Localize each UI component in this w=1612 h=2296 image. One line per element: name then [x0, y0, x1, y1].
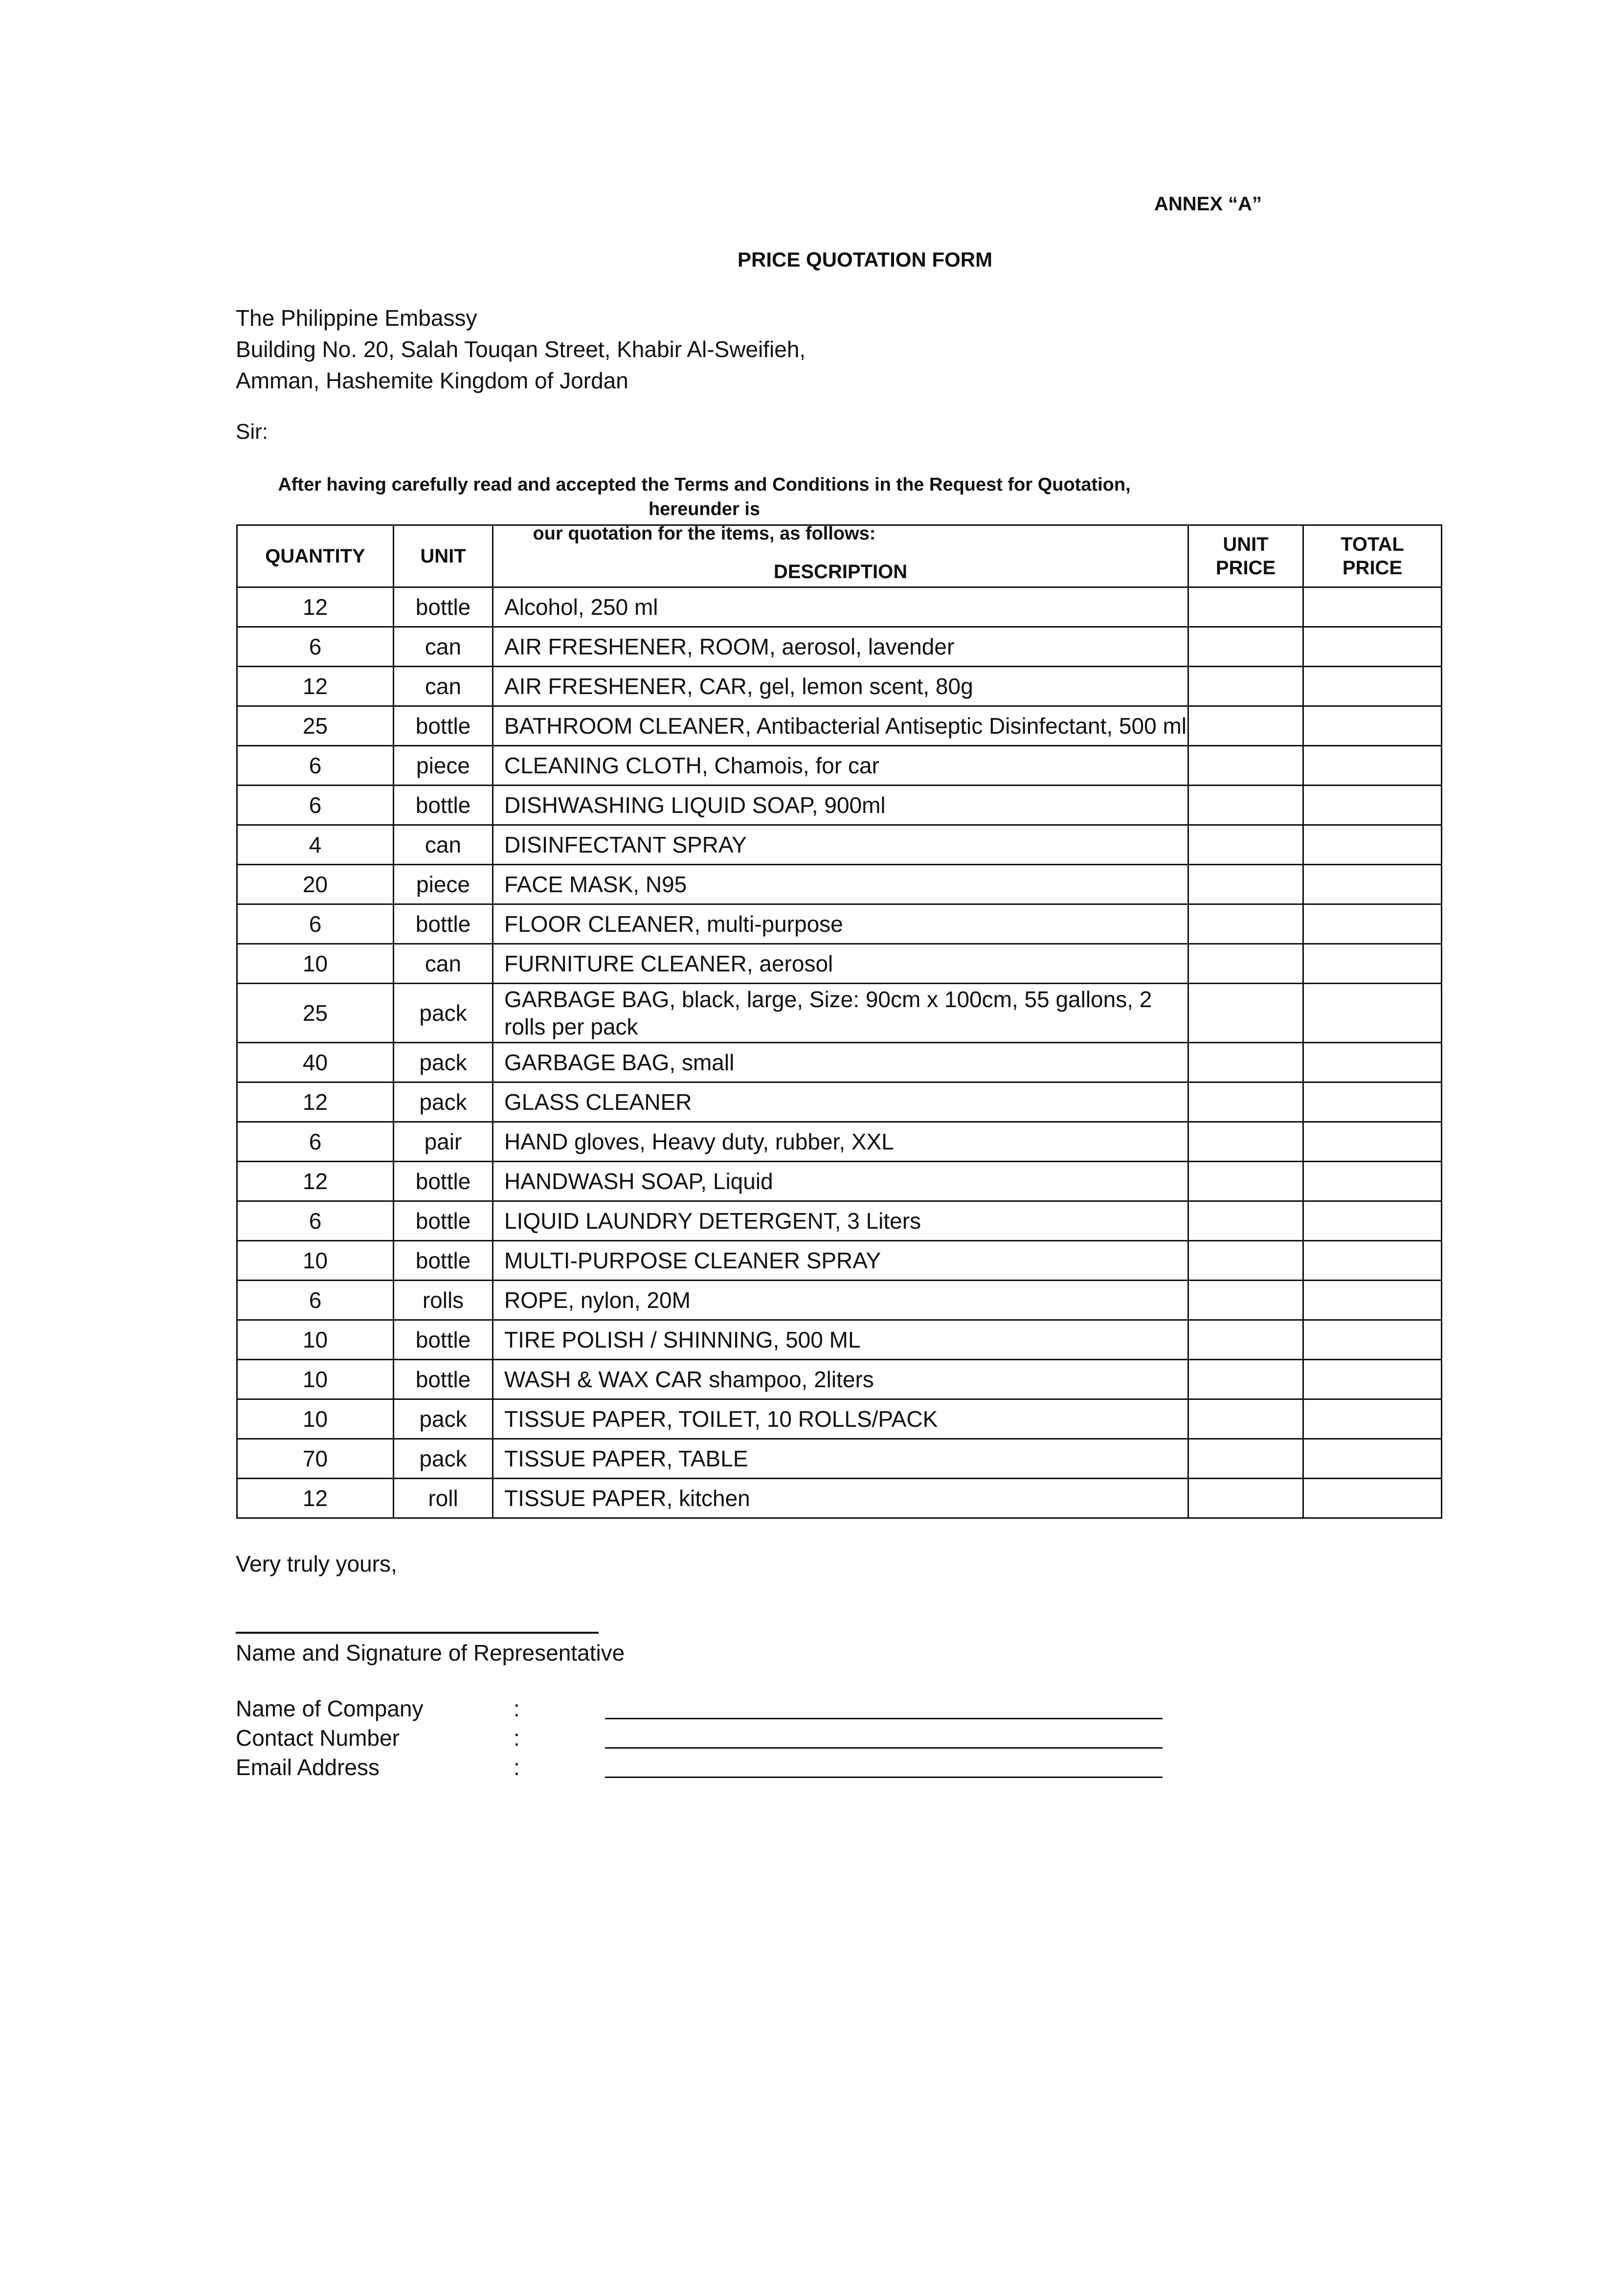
- cell-description: GARBAGE BAG, small: [493, 1043, 1188, 1082]
- header-total-price: [1303, 525, 1442, 587]
- cell-unit-price-input[interactable]: [1188, 1439, 1303, 1479]
- cell-unit-price-input[interactable]: [1188, 865, 1303, 904]
- cell-unit: pack: [394, 1082, 493, 1122]
- header-unit-price-line: UNIT: [1223, 534, 1269, 555]
- contact-fields: [236, 1695, 1175, 1783]
- cell-description: FURNITURE CLEANER, aerosol: [493, 944, 1188, 984]
- cell-quantity: 10: [237, 1241, 394, 1281]
- cell-quantity: 6: [237, 904, 394, 944]
- cell-total-price-input[interactable]: [1303, 627, 1442, 667]
- salutation: Sir:: [236, 420, 268, 444]
- cell-total-price-input[interactable]: [1303, 1399, 1442, 1439]
- cell-total-price-input[interactable]: [1303, 587, 1442, 627]
- cell-total-price-input[interactable]: [1303, 865, 1442, 904]
- table-row: [237, 1479, 1442, 1518]
- cell-description: WASH & WAX CAR shampoo, 2liters: [493, 1360, 1188, 1399]
- cell-total-price-input[interactable]: [1303, 904, 1442, 944]
- header-unit: UNIT: [394, 525, 493, 587]
- cell-unit-price-input[interactable]: [1188, 1320, 1303, 1360]
- cell-quantity: 25: [237, 706, 394, 746]
- cell-unit-price-input[interactable]: [1188, 786, 1303, 825]
- cell-unit: bottle: [394, 904, 493, 944]
- cell-total-price-input[interactable]: [1303, 1360, 1442, 1399]
- cell-quantity: 12: [237, 1162, 394, 1201]
- cell-unit: bottle: [394, 1360, 493, 1399]
- header-description: DESCRIPTION: [493, 525, 1188, 587]
- cell-unit-price-input[interactable]: [1188, 706, 1303, 746]
- cell-unit-price-input[interactable]: [1188, 667, 1303, 706]
- form-title: PRICE QUOTATION FORM: [738, 248, 993, 271]
- cell-unit: roll: [394, 1479, 493, 1518]
- cell-unit: pack: [394, 1399, 493, 1439]
- cell-total-price-input[interactable]: [1303, 984, 1442, 1043]
- intro-line: our quotation for the items, as follows:: [533, 523, 876, 544]
- cell-quantity: 6: [237, 1201, 394, 1241]
- cell-unit-price-input[interactable]: [1188, 984, 1303, 1043]
- cell-quantity: 10: [237, 1399, 394, 1439]
- cell-description: AIR FRESHENER, CAR, gel, lemon scent, 80g: [493, 667, 1188, 706]
- field-fill-line[interactable]: [605, 1747, 1163, 1749]
- cell-unit-price-input[interactable]: [1188, 1281, 1303, 1320]
- cell-unit-price-input[interactable]: [1188, 1360, 1303, 1399]
- table-row: [237, 786, 1442, 825]
- cell-unit: piece: [394, 865, 493, 904]
- cell-unit-price-input[interactable]: [1188, 825, 1303, 865]
- cell-total-price-input[interactable]: [1303, 1281, 1442, 1320]
- cell-description: CLEANING CLOTH, Chamois, for car: [493, 746, 1188, 786]
- field-row: [236, 1695, 1175, 1725]
- cell-description: HAND gloves, Heavy duty, rubber, XXL: [493, 1122, 1188, 1162]
- cell-total-price-input[interactable]: [1303, 746, 1442, 786]
- cell-total-price-input[interactable]: [1303, 1122, 1442, 1162]
- table-row: [237, 984, 1442, 1043]
- cell-unit: bottle: [394, 1320, 493, 1360]
- cell-quantity: 12: [237, 1082, 394, 1122]
- cell-total-price-input[interactable]: [1303, 944, 1442, 984]
- field-row: [236, 1725, 1175, 1754]
- cell-quantity: 6: [237, 786, 394, 825]
- addressee-block: [236, 302, 806, 396]
- addressee-line: The Philippine Embassy: [236, 305, 477, 331]
- cell-total-price-input[interactable]: [1303, 1201, 1442, 1241]
- cell-unit-price-input[interactable]: [1188, 1399, 1303, 1439]
- cell-description: TISSUE PAPER, TABLE: [493, 1439, 1188, 1479]
- cell-description: TIRE POLISH / SHINNING, 500 ML: [493, 1320, 1188, 1360]
- cell-description: FLOOR CLEANER, multi-purpose: [493, 904, 1188, 944]
- table-row: [237, 1201, 1442, 1241]
- field-row: [236, 1754, 1175, 1783]
- cell-quantity: 10: [237, 944, 394, 984]
- cell-unit: can: [394, 944, 493, 984]
- cell-unit-price-input[interactable]: [1188, 1241, 1303, 1281]
- header-unit-price: [1188, 525, 1303, 587]
- cell-unit: rolls: [394, 1281, 493, 1320]
- table-row: [237, 865, 1442, 904]
- table-row: [237, 1162, 1442, 1201]
- cell-unit: pack: [394, 984, 493, 1043]
- table-row: [237, 1399, 1442, 1439]
- cell-unit: piece: [394, 746, 493, 786]
- cell-description: TISSUE PAPER, TOILET, 10 ROLLS/PACK: [493, 1399, 1188, 1439]
- cell-quantity: 6: [237, 1122, 394, 1162]
- table-row: [237, 1439, 1442, 1479]
- field-fill-line[interactable]: [605, 1718, 1163, 1719]
- cell-description: TISSUE PAPER, kitchen: [493, 1479, 1188, 1518]
- cell-unit-price-input[interactable]: [1188, 1479, 1303, 1518]
- cell-unit-price-input[interactable]: [1188, 1043, 1303, 1082]
- cell-unit: bottle: [394, 587, 493, 627]
- cell-description: LIQUID LAUNDRY DETERGENT, 3 Liters: [493, 1201, 1188, 1241]
- cell-quantity: 12: [237, 1479, 394, 1518]
- cell-description: DISHWASHING LIQUID SOAP, 900ml: [493, 786, 1188, 825]
- table-row: [237, 1122, 1442, 1162]
- field-colon: :: [514, 1696, 520, 1721]
- cell-unit: pack: [394, 1043, 493, 1082]
- cell-description: BATHROOM CLEANER, Antibacterial Antiseptic Disinfectant, 500 ml: [493, 706, 1188, 746]
- cell-quantity: 20: [237, 865, 394, 904]
- table-row: [237, 1281, 1442, 1320]
- closing-text: Very truly yours,: [236, 1551, 397, 1576]
- addressee-line: Building No. 20, Salah Touqan Street, Khabir Al-Sweifieh,: [236, 337, 806, 362]
- cell-quantity: 6: [237, 1281, 394, 1320]
- signature-label: Name and Signature of Representative: [236, 1640, 625, 1666]
- table-row: [237, 1320, 1442, 1360]
- field-label: Email Address: [236, 1755, 380, 1780]
- field-fill-line[interactable]: [605, 1777, 1163, 1778]
- field-label: Contact Number: [236, 1725, 400, 1751]
- table-row: [237, 667, 1442, 706]
- table-row: [237, 587, 1442, 627]
- table-row: [237, 746, 1442, 786]
- cell-total-price-input[interactable]: [1303, 1439, 1442, 1479]
- addressee-line: Amman, Hashemite Kingdom of Jordan: [236, 368, 628, 393]
- cell-description: ROPE, nylon, 20M: [493, 1281, 1188, 1320]
- cell-description: HANDWASH SOAP, Liquid: [493, 1162, 1188, 1201]
- quotation-table: [236, 524, 1442, 1519]
- cell-quantity: 12: [237, 667, 394, 706]
- cell-unit: can: [394, 667, 493, 706]
- table-row: [237, 1360, 1442, 1399]
- table-row: [237, 627, 1442, 667]
- cell-description: FACE MASK, N95: [493, 865, 1188, 904]
- annex-label: ANNEX “A”: [1154, 193, 1262, 215]
- cell-quantity: 10: [237, 1320, 394, 1360]
- header-total-price-line: PRICE: [1342, 557, 1403, 579]
- table-row: [237, 706, 1442, 746]
- cell-total-price-input[interactable]: [1303, 786, 1442, 825]
- cell-quantity: 10: [237, 1360, 394, 1399]
- cell-total-price-input[interactable]: [1303, 1162, 1442, 1201]
- cell-quantity: 4: [237, 825, 394, 865]
- header-total-price-line: TOTAL: [1341, 534, 1404, 555]
- table-body: [237, 587, 1442, 1518]
- table-row: [237, 1082, 1442, 1122]
- cell-description: MULTI-PURPOSE CLEANER SPRAY: [493, 1241, 1188, 1281]
- cell-unit-price-input[interactable]: [1188, 1201, 1303, 1241]
- cell-unit-price-input[interactable]: [1188, 944, 1303, 984]
- cell-unit-price-input[interactable]: [1188, 1082, 1303, 1122]
- intro-line: After having carefully read and accepted the Terms and Conditions in the Request for Quotation, hereunder is: [278, 474, 1131, 519]
- cell-total-price-input[interactable]: [1303, 825, 1442, 865]
- cell-unit-price-input[interactable]: [1188, 587, 1303, 627]
- cell-quantity: 12: [237, 587, 394, 627]
- cell-quantity: 70: [237, 1439, 394, 1479]
- cell-unit-price-input[interactable]: [1188, 1122, 1303, 1162]
- cell-unit-price-input[interactable]: [1188, 627, 1303, 667]
- cell-quantity: 6: [237, 627, 394, 667]
- cell-total-price-input[interactable]: [1303, 1043, 1442, 1082]
- cell-unit: bottle: [394, 1241, 493, 1281]
- cell-total-price-input[interactable]: [1303, 667, 1442, 706]
- cell-quantity: 25: [237, 984, 394, 1043]
- cell-total-price-input[interactable]: [1303, 706, 1442, 746]
- cell-description: DISINFECTANT SPRAY: [493, 825, 1188, 865]
- field-colon: :: [514, 1725, 520, 1751]
- header-unit-price-line: PRICE: [1215, 557, 1276, 579]
- cell-unit-price-input[interactable]: [1188, 904, 1303, 944]
- table-row: [237, 825, 1442, 865]
- cell-unit: bottle: [394, 1201, 493, 1241]
- cell-unit: pack: [394, 1439, 493, 1479]
- cell-total-price-input[interactable]: [1303, 1241, 1442, 1281]
- cell-total-price-input[interactable]: [1303, 1320, 1442, 1360]
- cell-unit-price-input[interactable]: [1188, 746, 1303, 786]
- field-label: Name of Company: [236, 1696, 424, 1721]
- signature-line: [236, 1632, 599, 1634]
- cell-unit: bottle: [394, 786, 493, 825]
- cell-quantity: 6: [237, 746, 394, 786]
- table-header-row: [237, 525, 1442, 587]
- cell-unit: can: [394, 627, 493, 667]
- cell-total-price-input[interactable]: [1303, 1082, 1442, 1122]
- cell-unit: bottle: [394, 706, 493, 746]
- cell-description: AIR FRESHENER, ROOM, aerosol, lavender: [493, 627, 1188, 667]
- table-row: [237, 1241, 1442, 1281]
- cell-description: Alcohol, 250 ml: [493, 587, 1188, 627]
- cell-unit: can: [394, 825, 493, 865]
- cell-description: GLASS CLEANER: [493, 1082, 1188, 1122]
- cell-unit: bottle: [394, 1162, 493, 1201]
- cell-total-price-input[interactable]: [1303, 1479, 1442, 1518]
- cell-unit: pair: [394, 1122, 493, 1162]
- field-colon: :: [514, 1755, 520, 1780]
- header-quantity: QUANTITY: [237, 525, 394, 587]
- table-row: [237, 1043, 1442, 1082]
- cell-quantity: 40: [237, 1043, 394, 1082]
- cell-description: GARBAGE BAG, black, large, Size: 90cm x 100cm, 55 gallons, 2 rolls per pack: [493, 984, 1188, 1043]
- cell-unit-price-input[interactable]: [1188, 1162, 1303, 1201]
- table-row: [237, 904, 1442, 944]
- table-row: [237, 944, 1442, 984]
